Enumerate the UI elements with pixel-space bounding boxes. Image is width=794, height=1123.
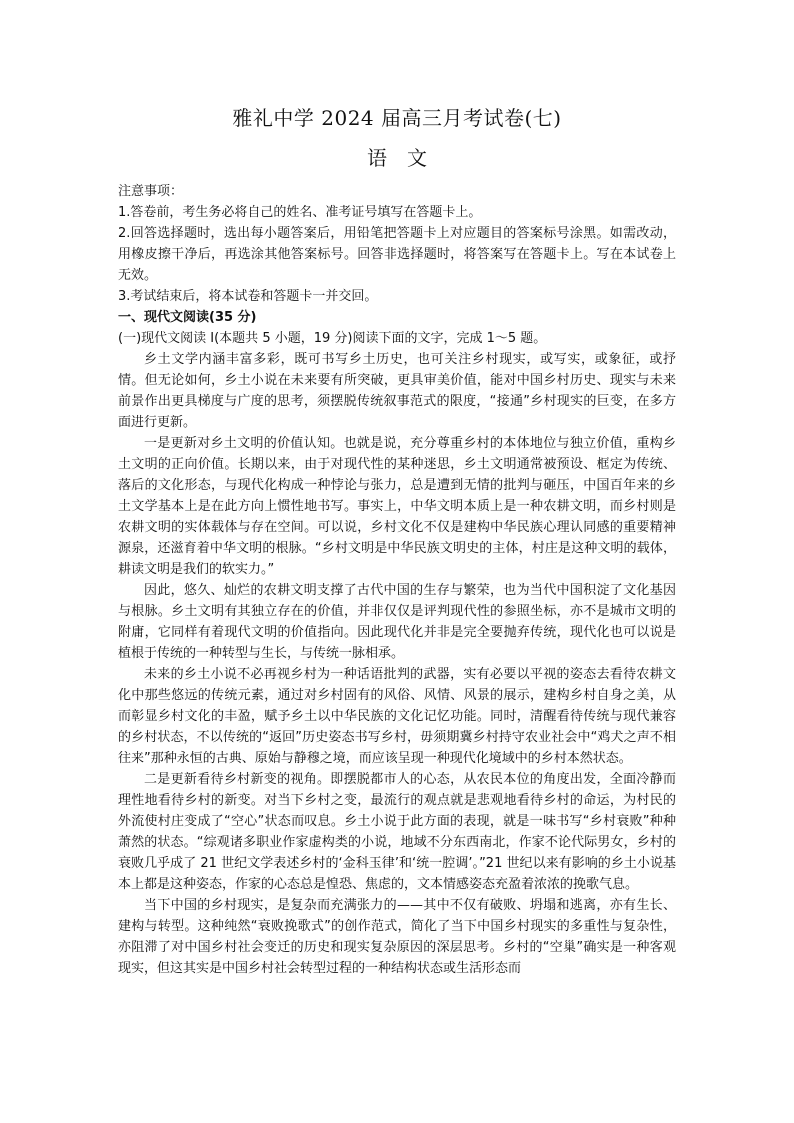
- exam-title: 雅礼中学 2024 届高三月考试卷(七): [232, 106, 562, 130]
- passage-paragraph-1: 乡土文学内涵丰富多彩，既可书写乡土历史，也可关注乡村现实，或写实，或象征，或抒情。但无论如何，乡土小说在未来要有所突破，更具审美价值，能对中国乡村历史、现实与未来前景作出更具梯度与广度的思考，须摆脱传统叙事范式的限度，“接通”乡村现实的巨变，在多方面进行更新。: [118, 352, 676, 430]
- notice-item-1: 1.答卷前，考生务必将自己的姓名、准考证号填写在答题卡上。: [118, 205, 482, 220]
- passage-paragraph-6: 当下中国的乡村现实，是复杂而充满张力的——其中不仅有破败、坍塌和逃离，亦有生长、建构与转型。这种纯然“衰败挽歌式”的创作范式，简化了当下中国乡村现实的多重性与复杂性，亦阻滞了对中国乡村社会变迁的历史和现实复杂原因的深层思考。乡村的“空巢”确实是一种客观现实，但这其实是中国乡村社会转型过程的一种结构状态或生活形态而: [118, 898, 676, 976]
- passage-paragraph-4: 未来的乡土小说不必再视乡村为一种话语批判的武器，实有必要以平视的姿态去看待农耕文化中那些悠远的传统元素，通过对乡村固有的风俗、风情、风景的展示，建构乡村自身之美，从而彰显乡村文化的丰盈，赋予乡土以中华民族的文化记忆功能。同时，清醒看待传统与现代兼容的乡村状态，不以传统的“返回”历史姿态书写乡村，毋须期冀乡村持守农业社会中“鸡犬之声不相往来”那种永恒的古典、原始与静穆之境，而应该呈现一种现代化境域中的乡村本然状态。: [118, 667, 676, 766]
- notice-item-3: 3.考试结束后，将本试卷和答题卡一并交回。: [118, 289, 378, 304]
- section-heading: 一、现代文阅读(35 分): [118, 310, 257, 325]
- passage-paragraph-2: 一是更新对乡土文明的价值认知。也就是说，充分尊重乡村的本体地位与独立价值，重构乡土文明的正向价值。长期以来，由于对现代性的某种迷思，乡土文明通常被预设、框定为传统、落后的文化形态，与现代化构成一种悖论与张力，总是遭到无情的批判与砸压，中国百年来的乡土文学基本上是在此方向上惯性地书写。事实上，中华文明本质上是一种农耕文明，而乡村则是农耕文明的实体载体与存在空间。可以说，乡村文化不仅是建构中华民族心理认同感的重要精神源泉，还滋育着中华文明的根脉。“乡村文明是中华民族文明史的主体，村庄是这种文明的载体，耕读文明是我们的软实力。”: [118, 436, 676, 577]
- exam-subject: 语 文: [367, 146, 427, 170]
- section-subheading: (一)现代文阅读 I(本题共 5 小题，19 分)阅读下面的文字，完成 1～5 题。: [118, 331, 547, 346]
- passage-paragraph-5: 二是更新看待乡村新变的视角。即摆脱都市人的心态，从农民本位的角度出发，全面冷静而理性地看待乡村的新变。对当下乡村之变，最流行的观点就是悲观地看待乡村的命运，为村民的外流使村庄变成了“空心”状态而叹息。乡土小说于此方面的表现，就是一味书写“乡村衰败”种种萧然的状态。“综观诸多职业作家虚构类的小说，地域不分东西南北，作家不论代际男女，乡村的衰败几乎成了 21 世纪文学表述乡村的‘金科玉律’和‘统一腔调’。”21 世纪以来有影响的乡土小说基本上都是这种姿态，作家的心态总是惶恐、焦虑的，文本情感姿态充盈着浓浓的挽歌气息。: [118, 772, 676, 892]
- notice-item-2: 2.回答选择题时，选出每小题答案后，用铅笔把答题卡上对应题目的答案标号涂黑。如需改动，用橡皮擦干净后，再选涂其他答案标号。回答非选择题时，将答案写在答题卡上。写在本试卷上无效。: [118, 226, 676, 283]
- exam-body: [118, 181, 676, 979]
- notice-heading: 注意事项：: [118, 184, 184, 199]
- passage-paragraph-3: 因此，悠久、灿烂的农耕文明支撑了古代中国的生存与繁荣，也为当代中国积淀了文化基因与根脉。乡土文明有其独立存在的价值，并非仅仅是评判现代性的参照坐标，亦不是城市文明的附庸，它同样有着现代文明的价值指向。因此现代化并非是完全要抛弃传统，现代化也可以说是植根于传统的一种转型与生长，与传统一脉相承。: [118, 583, 676, 661]
